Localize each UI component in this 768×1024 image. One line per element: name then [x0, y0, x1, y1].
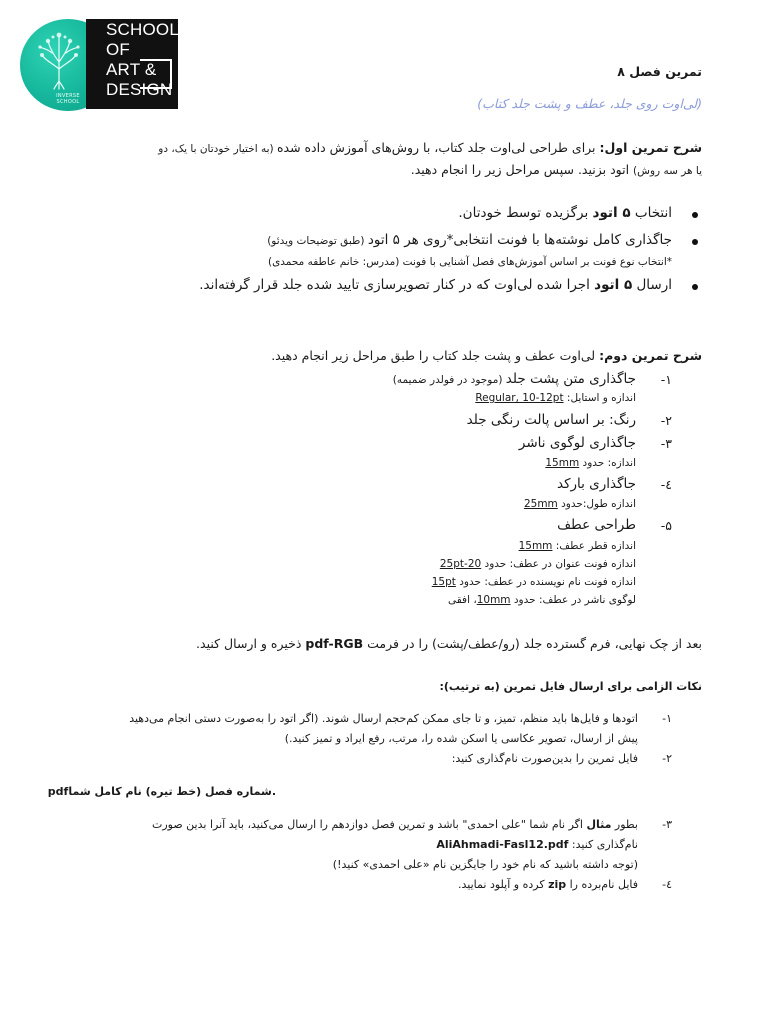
exercise1-bullet-2: [267, 232, 672, 248]
exercise2-item-5-detail-3: [432, 576, 636, 588]
logo-line-2: OF: [106, 40, 131, 59]
logo-frame-decoration: [140, 59, 172, 89]
example-filename: AliAhmadi-Fasl12.pdf: [436, 838, 569, 851]
note-1-line-2: پیش از ارسال، تصویر عکاسی یا اسکن شده را، مرتب، رفع ایراد و تمیز کنید.): [284, 732, 638, 745]
exercise2-item-4-num: ٤-: [660, 477, 672, 492]
note-3-l2-a: نام‌گذاری کنید:: [568, 838, 638, 851]
notes-heading: نکات الزامی برای ارسال فایل تمرین (به ترتیب):: [439, 680, 702, 693]
detail-prefix: اندازه: حدود: [579, 457, 636, 469]
exercise2-item-1-detail: [475, 392, 636, 404]
exercise2-item-1: [393, 371, 636, 387]
note-3-l1-a: بطور: [611, 818, 638, 831]
exercise2-lead-text: لی‌اوت عطف و پشت جلد کتاب را طبق مراحل زیر انجام دهید.: [271, 348, 600, 363]
note-2-text: فایل تمرین را بدین‌صورت نام‌گذاری کنید:: [451, 752, 638, 765]
exercise1-bullet-3-text2: اجرا شده لی‌اوت که در کنار تصویرسازی تایید شده جلد قرار گرفته‌اند.: [199, 277, 595, 293]
tree-icon: [36, 29, 82, 91]
exercise2-lead: [271, 348, 702, 363]
exercise1-lead-bold: شرح تمرین اول:: [599, 140, 702, 155]
exercise1-bullet-1: [458, 205, 672, 221]
detail-value: 15mm: [545, 457, 580, 469]
exercise1-bullet-2-text: جاگذاری کامل نوشته‌ها با فونت انتخابی*روی هر ۵ اتود: [367, 232, 672, 248]
exercise2-item-5-detail-1: [519, 540, 636, 552]
exercise2-item-4-title: جاگذاری بارکد: [556, 476, 636, 492]
exercise2-item-1-small: (موجود در فولدر ضمیمه): [392, 374, 506, 386]
detail-value: 20-25pt: [439, 558, 482, 570]
note-1-num: ۱-: [662, 712, 672, 725]
detail-prefix: اندازه قطر عطف:: [552, 540, 636, 552]
detail-prefix: اندازه طول:حدود: [557, 498, 636, 510]
detail-value: Regular, 10-12pt: [475, 392, 564, 404]
exercise2-item-1-title: جاگذاری متن پشت جلد: [505, 371, 636, 387]
note-3-line-2: [436, 838, 638, 851]
bullet-dot: [692, 284, 698, 290]
bullet-dot: [692, 239, 698, 245]
exercise1-bullet-1-text2: برگزیده توسط خودتان.: [458, 205, 593, 221]
exercise2-item-5-title: طراحی عطف: [557, 517, 636, 533]
exercise1-lead-line2-text: اتود بزنید. سپس مراحل زیر را انجام دهید.: [410, 162, 634, 177]
exercise2-item-3-detail: [545, 457, 636, 469]
exercise1-lead-line2: [411, 162, 702, 177]
exercise2-item-2-title: رنگ: بر اساس پالت رنگی جلد: [466, 412, 636, 428]
detail-value: 15mm: [518, 540, 553, 552]
exercise1-lead-text: برای طراحی لی‌اوت جلد کتاب، با روش‌های آموزش داده شده: [276, 140, 600, 155]
exercise2-item-3-title: جاگذاری لوگوی ناشر: [518, 435, 636, 451]
exercise2-item-2-num: ۲-: [660, 413, 672, 428]
logo-circle-text: INVERSE SCHOOL: [56, 93, 80, 105]
note-4-b: کرده و آپلود نمایید.: [458, 878, 549, 891]
detail-prefix: لوگوی ناشر در عطف: حدود: [510, 594, 636, 606]
exercise1-bullet-1-bold: ۵ اتود: [592, 205, 631, 221]
page-title: تمرین فصل ۸: [617, 64, 702, 79]
logo-line-4: DESIGN: [106, 80, 173, 99]
note-3-l1-b: اگر نام شما "علی احمدی" باشد و تمرین فصل دوازدهم را ارسال می‌کنید، باید آنرا بدین صورت: [152, 818, 587, 831]
exercise1-bullet-2-small: (طبق توضیحات ویدئو): [267, 235, 368, 247]
note-4-text: [458, 878, 638, 891]
exercise2-item-5-detail-4: [448, 594, 636, 606]
note-1-line-1: اتودها و فایل‌ها باید منظم، تمیز، و تا جای ممکن کم‌حجم ارسال شوند. (اگر اتود را به‌صورت دستی انجام می‌دهید: [129, 712, 638, 725]
exercise1-lead-line2-small: یا هر سه روش): [633, 165, 702, 177]
page-subtitle: (لی‌اوت روی جلد، عطف و پشت جلد کتاب): [477, 96, 702, 111]
logo-line-1: SCHOOL: [106, 20, 179, 39]
final-format-bold: pdf-RGB: [305, 636, 364, 651]
exercise2-item-5-detail-2: [440, 558, 636, 570]
exercise2-item-4-detail: [524, 498, 636, 510]
naming-format: .شماره فصل (خط تیره) نام کامل شماpdf: [47, 785, 276, 798]
detail-prefix: اندازه و استایل:: [563, 392, 636, 404]
detail-value: 10mm: [476, 594, 511, 606]
bullet-dot: [692, 212, 698, 218]
logo-wordmark: [86, 19, 178, 109]
exercise1-bullet-3-text: ارسال: [632, 277, 672, 293]
exercise1-bullet-3: [199, 277, 672, 293]
exercise1-font-note: *انتخاب نوع فونت بر اساس آموزش‌های فصل آشنایی با فونت (مدرس: خانم عاطفه محمدی): [267, 256, 672, 268]
exercise1-lead-small: (به اختیار خودتان با یک، دو: [158, 143, 277, 155]
note-2-num: ۲-: [662, 752, 672, 765]
note-4-bold: zip: [548, 878, 567, 891]
exercise2-item-1-num: ۱-: [660, 372, 672, 387]
detail-suffix: ، افقی: [447, 594, 477, 606]
note-4-num: ٤-: [662, 878, 672, 891]
exercise2-item-3-num: ۳-: [660, 436, 672, 451]
note-3-line-1: [152, 818, 638, 831]
note-4-a: فایل نام‌برده را: [566, 878, 638, 891]
exercise2-item-5-num: ۵-: [660, 518, 672, 533]
final-instruction: [196, 636, 702, 651]
exercise1-lead: [158, 140, 702, 155]
note-3-num: ۳-: [662, 818, 672, 831]
final-text-2: ذخیره و ارسال کنید.: [196, 636, 306, 651]
detail-prefix: اندازه فونت عنوان در عطف: حدود: [481, 558, 636, 570]
exercise1-bullet-1-text: انتخاب: [630, 205, 672, 221]
detail-value: 15pt: [431, 576, 456, 588]
logo-line-3: ART &: [106, 60, 157, 79]
final-text-1: بعد از چک نهایی، فرم گسترده جلد (رو/عطف/پشت) را در فرمت: [363, 636, 702, 651]
note-3-l1-bold: مثال: [586, 818, 612, 831]
detail-value: 25mm: [523, 498, 558, 510]
exercise1-bullet-3-bold: ۵ اتود: [594, 277, 633, 293]
note-3-line-3: (توجه داشته باشید که نام خود را جایگزین نام «علی احمدی» کنید!): [332, 858, 638, 871]
exercise2-lead-bold: شرح تمرین دوم:: [599, 348, 702, 363]
detail-prefix: اندازه فونت نام نویسنده در عطف: حدود: [455, 576, 636, 588]
